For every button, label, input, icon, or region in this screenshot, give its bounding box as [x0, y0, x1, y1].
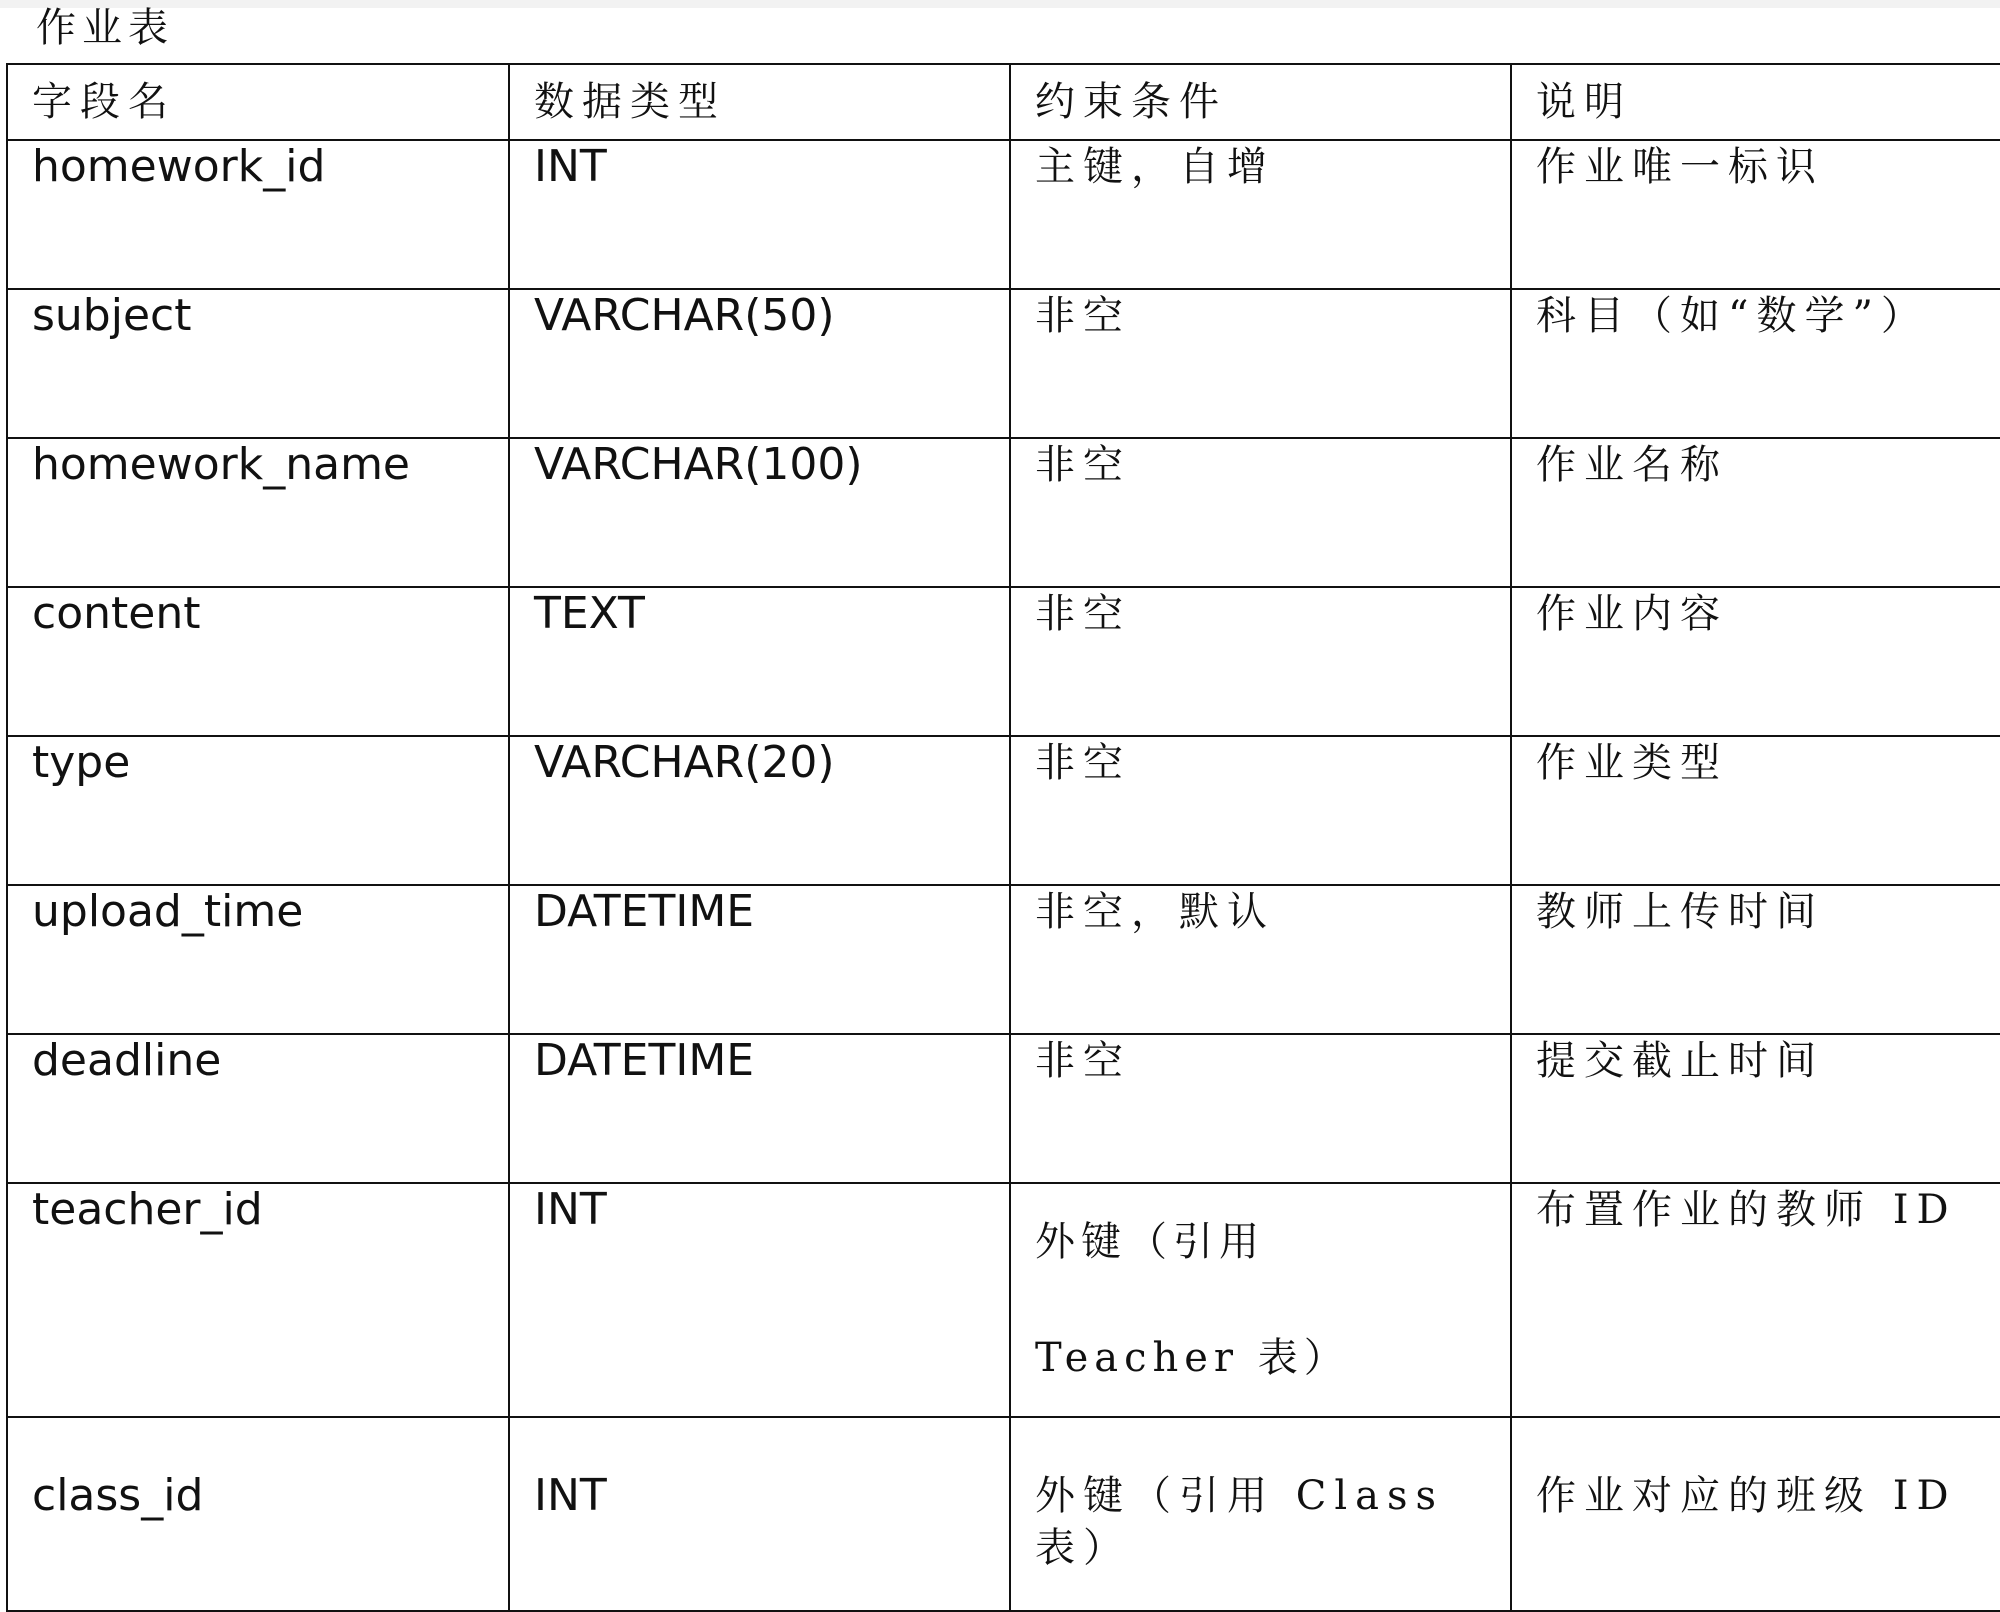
description-cell: 作业名称	[1511, 438, 2000, 587]
field-name-cell: type	[7, 736, 509, 885]
data-type-cell: VARCHAR(100)	[509, 438, 1010, 587]
header-data-type: 数据类型	[509, 64, 1010, 140]
constraint-cell: 非空，默认	[1010, 885, 1511, 1034]
description-cell: 教师上传时间	[1511, 885, 2000, 1034]
table-row	[7, 587, 2000, 736]
field-name-cell: homework_name	[7, 438, 509, 587]
field-name-cell: upload_time	[7, 885, 509, 1034]
page-top-strip	[0, 0, 2000, 8]
description-cell: 作业对应的班级 ID	[1511, 1417, 2000, 1611]
data-type-cell: VARCHAR(50)	[509, 289, 1010, 438]
constraint-cell: 非空	[1010, 438, 1511, 587]
field-name-cell: subject	[7, 289, 509, 438]
constraint-cell: 外键（引用 Teacher 表）	[1010, 1183, 1511, 1417]
table-body	[7, 140, 2000, 1611]
constraint-cell: 非空	[1010, 736, 1511, 885]
header-description: 说明	[1511, 64, 2000, 140]
description-cell: 作业内容	[1511, 587, 2000, 736]
constraint-cell: 主键，自增	[1010, 140, 1511, 289]
description-cell: 布置作业的教师 ID	[1511, 1183, 2000, 1417]
description-cell: 作业唯一标识	[1511, 140, 2000, 289]
constraint-cell: 非空	[1010, 1034, 1511, 1183]
table-title: 作业表	[36, 5, 174, 51]
data-type-cell: INT	[509, 140, 1010, 289]
data-type-cell: INT	[509, 1417, 1010, 1611]
data-type-cell: DATETIME	[509, 885, 1010, 1034]
constraint-cell: 非空	[1010, 289, 1511, 438]
table-row	[7, 1417, 2000, 1611]
table-row	[7, 289, 2000, 438]
field-name-cell: homework_id	[7, 140, 509, 289]
table-row	[7, 885, 2000, 1034]
header-row	[7, 64, 2000, 140]
constraint-cell: 非空	[1010, 587, 1511, 736]
constraint-cell: 外键（引用 Class 表）	[1010, 1417, 1511, 1611]
description-cell: 科目（如“数学”）	[1511, 289, 2000, 438]
table-row	[7, 1183, 2000, 1417]
data-type-cell: DATETIME	[509, 1034, 1010, 1183]
table-row	[7, 1034, 2000, 1183]
data-type-cell: VARCHAR(20)	[509, 736, 1010, 885]
description-cell: 提交截止时间	[1511, 1034, 2000, 1183]
data-type-cell: TEXT	[509, 587, 1010, 736]
table-row	[7, 736, 2000, 885]
field-name-cell: class_id	[7, 1417, 509, 1611]
field-name-cell: content	[7, 587, 509, 736]
data-type-cell: INT	[509, 1183, 1010, 1417]
homework-schema-table	[6, 63, 2000, 1612]
header-field-name: 字段名	[7, 64, 509, 140]
field-name-cell: teacher_id	[7, 1183, 509, 1417]
table-row	[7, 140, 2000, 289]
field-name-cell: deadline	[7, 1034, 509, 1183]
table-row	[7, 438, 2000, 587]
description-cell: 作业类型	[1511, 736, 2000, 885]
table-header	[7, 64, 2000, 140]
header-constraint: 约束条件	[1010, 64, 1511, 140]
